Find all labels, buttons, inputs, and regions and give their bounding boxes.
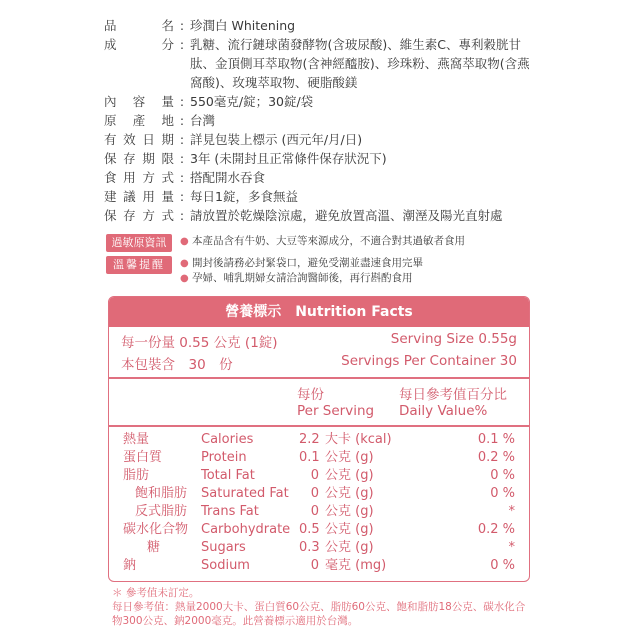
bullet-icon: ● <box>180 236 189 247</box>
spec-value: 搭配開水吞食 <box>190 170 266 185</box>
reminder-row <box>106 256 526 286</box>
servings-zh: 本包裝含 30 份 <box>121 357 233 373</box>
col-per-serving-en: Per Serving <box>297 403 375 419</box>
nutrition-facts-table <box>108 296 530 582</box>
spec-label: 品名 <box>104 18 174 33</box>
nutrient-row: 蛋白質 Protein 0.1 公克 (g) 0.2 % <box>123 450 515 465</box>
nutrient-row: 碳水化合物 Carbohydrate 0.5 公克 (g) 0.2 % <box>123 522 515 537</box>
allergen-text: 本產品含有牛奶、大豆等來源成分，不適合對其過敏者食用 <box>192 235 465 247</box>
spec-value: 珍潤白 Whitening <box>190 18 296 33</box>
reminder-item: ● 開封後請務必封緊袋口，避免受潮並盡速食用完畢 <box>180 257 423 269</box>
spec-value: 台灣 <box>190 113 216 128</box>
spec-row-expiry: 有效日期 : 詳見包裝上標示 (西元年/月/日) <box>104 130 536 149</box>
spec-row-origin: 原產地 : 台灣 <box>104 111 536 130</box>
spec-row-name: 品名 : 珍潤白 Whitening <box>104 16 536 35</box>
spec-row-dosage: 建議用量 : 每日1錠，多食無益 <box>104 187 536 206</box>
col-dv-en: Daily Value% <box>399 403 488 419</box>
spec-row-usage: 食用方式 : 搭配開水吞食 <box>104 168 536 187</box>
col-dv-zh: 每日參考值百分比 <box>399 387 507 403</box>
spec-value: 3年 (未開封且正常條件保存狀況下) <box>190 151 387 166</box>
nutrient-row: 反式脂肪 Trans Fat 0 公克 (g) * <box>135 504 515 519</box>
footnote-line: ＊ 參考值未訂定。 <box>112 587 200 599</box>
reminder-item: ● 孕婦、哺乳期婦女請洽詢醫師後，再行斟酌食用 <box>180 272 413 284</box>
product-spec-list <box>104 16 536 225</box>
serving-size-en: Serving Size 0.55g <box>390 331 517 347</box>
nutrient-row: 糖 Sugars 0.3 公克 (g) * <box>147 540 515 555</box>
reminder-tag: 溫馨提醒 <box>106 256 172 274</box>
spec-label: 內容量 <box>104 94 174 109</box>
allergen-row <box>106 234 526 256</box>
divider <box>109 377 529 379</box>
allergen-tag: 過敏原資訊 <box>106 234 172 252</box>
spec-label: 原產地 <box>104 113 174 128</box>
nutrition-title: 營養標示 Nutrition Facts <box>109 297 529 327</box>
footnote <box>112 586 532 628</box>
servings-en: Servings Per Container 30 <box>341 353 517 369</box>
nutrient-row: 脂肪 Total Fat 0 公克 (g) 0 % <box>123 468 515 483</box>
nutrient-row: 飽和脂肪 Saturated Fat 0 公克 (g) 0 % <box>135 486 515 501</box>
bullet-icon: ● <box>180 258 189 269</box>
nutrient-row: 鈉 Sodium 0 毫克 (mg) 0 % <box>123 558 515 573</box>
spec-row-ingredients: 成分 : 乳糖、流行鏈球菌發酵物(含玻尿酸)、維生素C、專利穀胱甘肽、金頂側耳萃取物(含神經醯胺)、珍珠粉、燕窩萃取物(含燕窩酸)、玫瑰萃取物、硬脂酸鎂 <box>104 35 536 92</box>
serving-size-zh: 每一份量 0.55 公克 (1錠) <box>121 335 278 351</box>
spec-label: 成分 <box>104 37 174 52</box>
nutrient-row: 熱量 Calories 2.2 大卡 (kcal) 0.1 % <box>123 432 515 447</box>
spec-label: 保存期限 <box>104 151 174 166</box>
spec-value: 550毫克/錠；30錠/袋 <box>190 94 314 109</box>
spec-label: 建議用量 <box>104 189 174 204</box>
spec-row-content: 內容量 : 550毫克/錠；30錠/袋 <box>104 92 536 111</box>
warning-section <box>106 234 526 286</box>
spec-value: 詳見包裝上標示 (西元年/月/日) <box>190 132 363 147</box>
spec-label: 有效日期 <box>104 132 174 147</box>
bullet-icon: ● <box>180 273 189 284</box>
spec-value: 乳糖、流行鏈球菌發酵物(含玻尿酸)、維生素C、專利穀胱甘肽、金頂側耳萃取物(含神經醯胺)、珍珠粉、燕窩萃取物(含燕窩酸)、玫瑰萃取物、硬脂酸鎂 <box>190 37 530 90</box>
spec-label: 保存方式 <box>104 208 174 223</box>
col-per-serving-zh: 每份 <box>297 387 324 403</box>
spec-label: 食用方式 <box>104 170 174 185</box>
spec-value: 請放置於乾燥陰涼處，避免放置高溫、潮溼及陽光直射處 <box>190 208 503 223</box>
spec-value: 每日1錠，多食無益 <box>190 189 298 204</box>
divider <box>109 425 529 427</box>
spec-row-storage: 保存方式 : 請放置於乾燥陰涼處，避免放置高溫、潮溼及陽光直射處 <box>104 206 536 225</box>
footnote-line: 每日參考值：熱量2000大卡、蛋白質60公克、脂肪60公克、飽和脂肪18公克、碳水化合物300公克、鈉2000毫克。此營養標示適用於台灣。 <box>112 601 526 627</box>
spec-row-shelf-life: 保存期限 : 3年 (未開封且正常條件保存狀況下) <box>104 149 536 168</box>
